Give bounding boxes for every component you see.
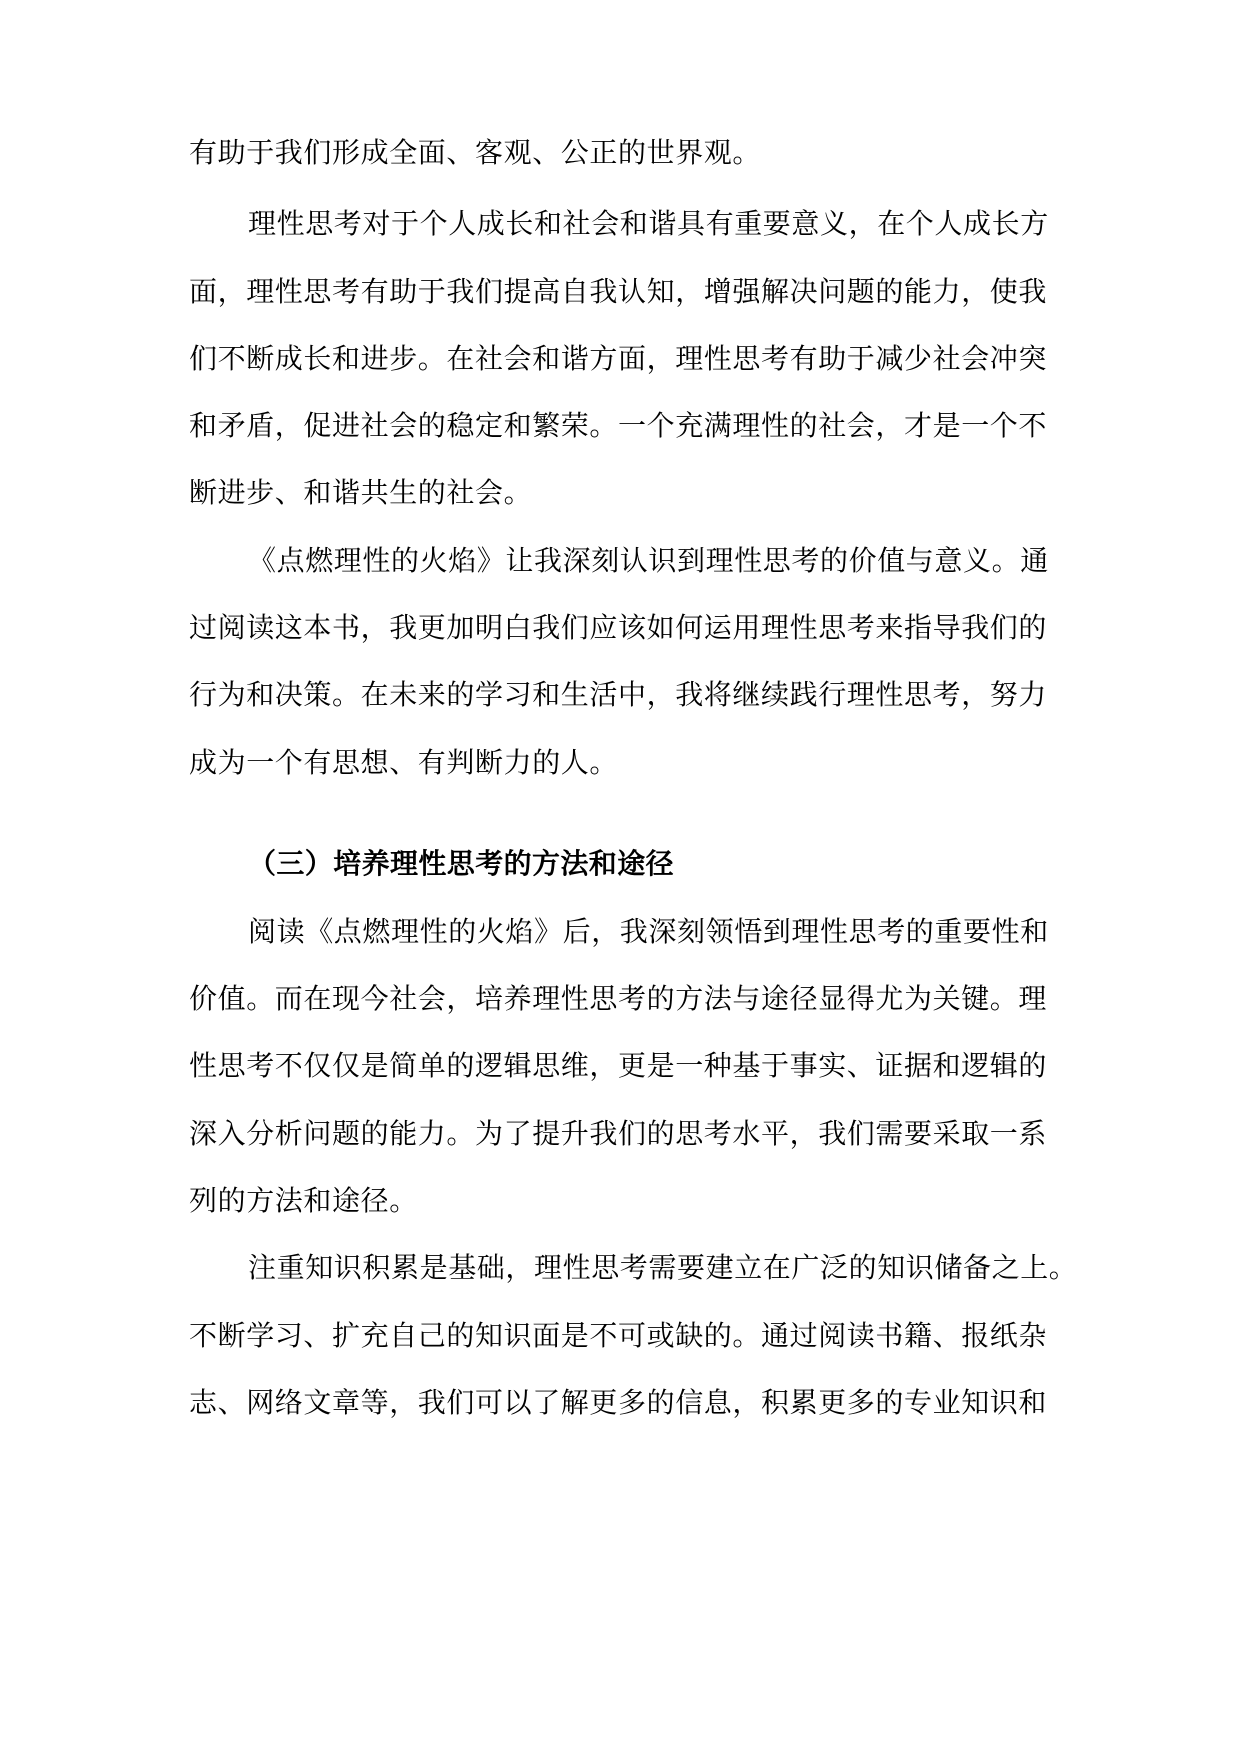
paragraph-line: 注重知识积累是基础，理性思考需要建立在广泛的知识储备之上。 bbox=[248, 1251, 1078, 1284]
paragraph-line: 志、网络文章等，我们可以了解更多的信息，积累更多的专业知识和 bbox=[189, 1386, 1048, 1419]
section-heading: （三）培养理性思考的方法和途径 bbox=[248, 847, 675, 880]
paragraph-line: 性思考不仅仅是简单的逻辑思维，更是一种基于事实、证据和逻辑的 bbox=[189, 1049, 1048, 1082]
paragraph-line: 阅读《点燃理性的火焰》后，我深刻领悟到理性思考的重要性和 bbox=[248, 915, 1049, 948]
paragraph-line: 深入分析问题的能力。为了提升我们的思考水平，我们需要采取一系 bbox=[189, 1117, 1048, 1150]
paragraph-line: 成为一个有思想、有判断力的人。 bbox=[189, 746, 619, 779]
paragraph-line: 理性思考对于个人成长和社会和谐具有重要意义，在个人成长方 bbox=[248, 207, 1049, 240]
paragraph-line: 过阅读这本书，我更加明白我们应该如何运用理性思考来指导我们的 bbox=[189, 611, 1048, 644]
paragraph-line: 断进步、和谐共生的社会。 bbox=[189, 476, 533, 509]
paragraph-line: 行为和决策。在未来的学习和生活中，我将继续践行理性思考，努力 bbox=[189, 678, 1048, 711]
paragraph-line: 面，理性思考有助于我们提高自我认知，增强解决问题的能力，使我 bbox=[189, 275, 1048, 308]
paragraph-line: 列的方法和途径。 bbox=[189, 1184, 418, 1217]
paragraph-line: 《点燃理性的火焰》让我深刻认识到理性思考的价值与意义。通 bbox=[248, 544, 1049, 577]
paragraph-line: 有助于我们形成全面、客观、公正的世界观。 bbox=[189, 136, 762, 169]
paragraph-line: 和矛盾，促进社会的稳定和繁荣。一个充满理性的社会，才是一个不 bbox=[189, 409, 1048, 442]
paragraph-line: 不断学习、扩充自己的知识面是不可或缺的。通过阅读书籍、报纸杂 bbox=[189, 1319, 1048, 1352]
paragraph-line: 们不断成长和进步。在社会和谐方面，理性思考有助于减少社会冲突 bbox=[189, 342, 1048, 375]
paragraph-line: 价值。而在现今社会，培养理性思考的方法与途径显得尤为关键。理 bbox=[189, 982, 1048, 1015]
